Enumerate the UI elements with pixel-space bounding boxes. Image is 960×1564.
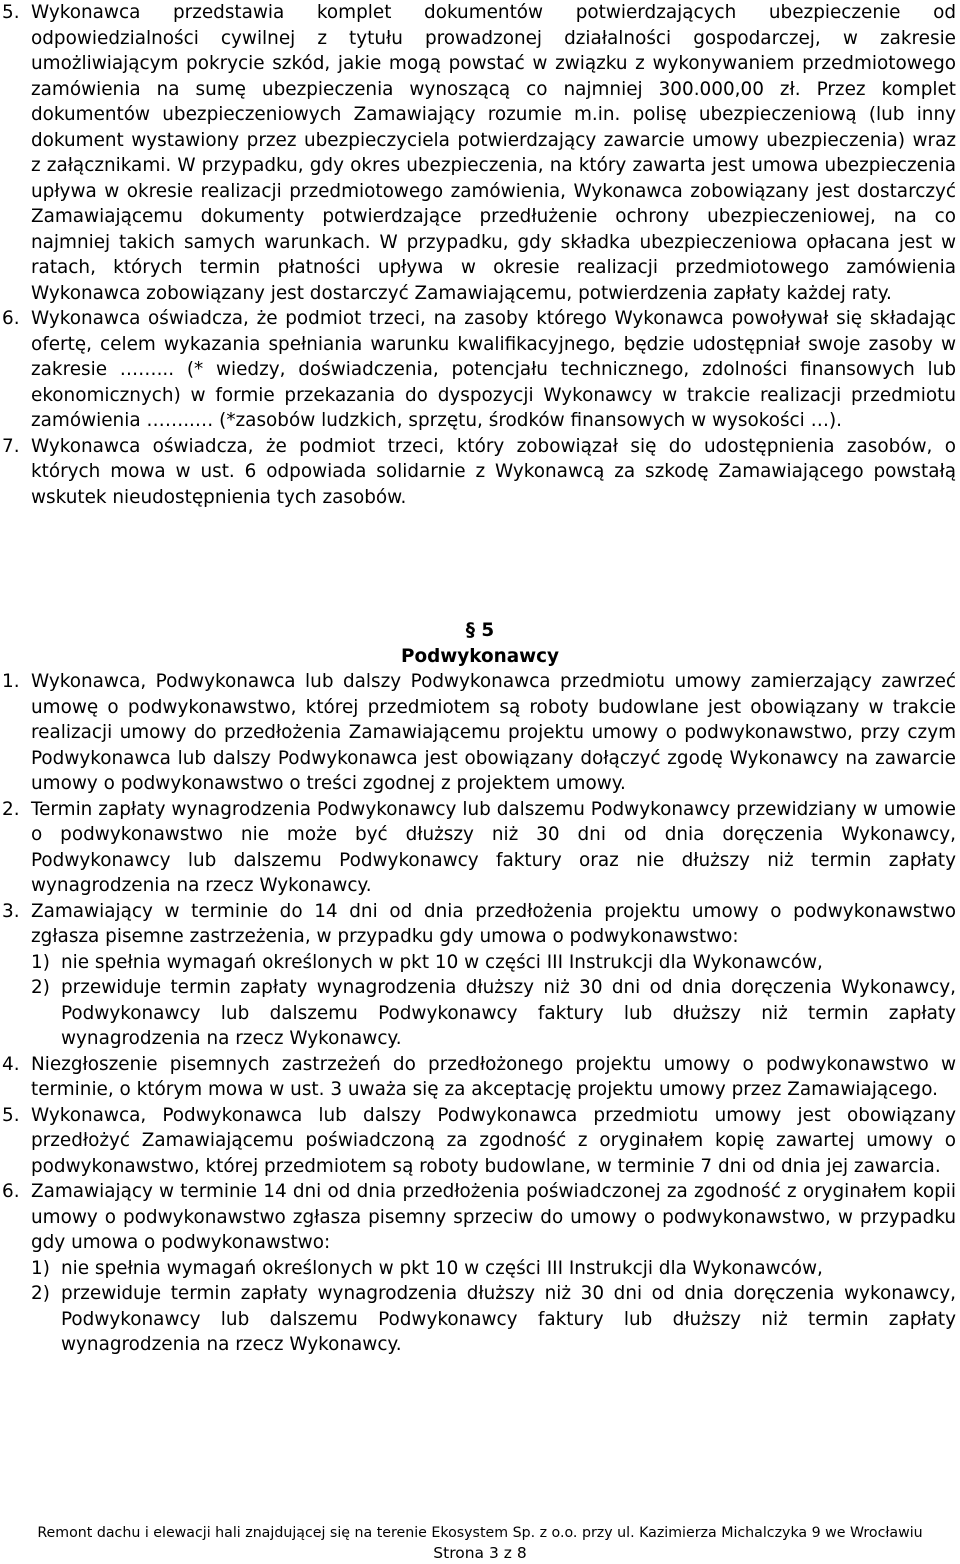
item-text: Wykonawca, Podwykonawca lub dalszy Podwykonawca przedmiotu umowy zamierzający zawrzeć umowę o podwykonawstwo, której przedmiotem są roboty budowlane jest obowiązany w trakcie realizacji umowy do przedłożenia Zamawiającemu projektu umowy o podwykonawstwo, przy czym Podwykonawca lub dalszy Podwykonawca jest obowiązany dołączyć zgodę Wykonawcy na zawarcie umowy o podwykonawstwo o treści zgodnej z projektem umowy. [31, 671, 956, 794]
paragraph-5-3 [0, 899, 960, 950]
item-text: Wykonawca, Podwykonawca lub dalszy Podwykonawca przedmiotu umowy jest obowiązany przedłożyć Zamawiającemu poświadczoną za zgodność z oryginałem kopię zawartej umowy o podwykonawstwo, której przedmiotem są roboty budowlane, w terminie 7 dni od dnia jej zawarcia. [31, 1104, 956, 1177]
item-text: Zamawiający w terminie 14 dni od dnia przedłożenia poświadczonej za zgodność z oryginałem kopii umowy o podwykonawstwo zgłasza pisemny sprzeciw do umowy o podwykonawstwo, w przypadku gdy umowa o podwykonawstwo: [31, 1181, 956, 1253]
paragraph-4-7 [0, 434, 960, 511]
paragraph-4-6 [0, 306, 960, 434]
item-text: Niezgłoszenie pisemnych zastrzeżeń do przedłożonego projektu umowy o podwykonawstwo w terminie, o którym mowa w ust. 3 uważa się za akceptację projektu umowy przez Zamawiającego. [31, 1053, 956, 1100]
subitem-text: przewiduje termin zapłaty wynagrodzenia dłuższy niż 30 dni od dnia doręczenia wykonawcy, Podwykonawcy lub dalszemu Podwykonawcy faktury lub dłuższy niż termin zapłaty wynagrodzenia na rzecz Wykonawcy. [61, 1283, 956, 1355]
page-number: Strona 3 z 8 [433, 1544, 527, 1562]
item-number: 1. [2, 671, 20, 692]
paragraph-5-6 [0, 1179, 960, 1256]
item-number: 6. [2, 308, 20, 329]
paragraph-5-2 [0, 797, 960, 899]
subitem-5-3-1 [0, 950, 960, 976]
paragraph-4-5 [0, 0, 960, 306]
item-text: Zamawiający w terminie do 14 dni od dnia przedłożenia projektu umowy o podwykonawstwo zgłasza pisemne zastrzeżenia, w przypadku gdy umowa o podwykonawstwo: [31, 900, 956, 947]
item-number: 5. [2, 2, 20, 23]
subitem-number: 1) [31, 1257, 50, 1279]
item-text: Termin zapłaty wynagrodzenia Podwykonawcy lub dalszemu Podwykonawcy przewidziany w umowie o podwykonawstwo nie może być dłuższy niż 30 dni od dnia doręczenia Wykonawcy, Podwykonawcy lub dalszemu Podwykonawcy faktury oraz nie dłuższy niż termin zapłaty wynagrodzenia na rzecz Wykonawcy. [31, 798, 956, 896]
section-symbol: § 5 [465, 620, 495, 641]
section-title: Podwykonawcy [400, 645, 559, 667]
subitem-5-3-2 [0, 975, 960, 1052]
footer-address: Remont dachu i elewacji hali znajdującej się na terenie Ekosystem Sp. z o.o. przy ul. Kazimierza Michalczyka 9 we Wrocławiu [37, 1525, 923, 1541]
item-number: 5. [2, 1104, 20, 1126]
subitem-text: przewiduje termin zapłaty wynagrodzenia dłuższy niż 30 dni od dnia doręczenia Wykonawcy, Podwykonawcy lub dalszemu Podwykonawcy faktury lub dłuższy niż termin zapłaty wynagrodzenia na rzecz Wykonawcy. [61, 977, 956, 1049]
item-number: 4. [2, 1053, 20, 1075]
item-text: Wykonawca przedstawia komplet dokumentów potwierdzających ubezpieczenie od odpowiedzialności cywilnej z tytułu prowadzonej działalności gospodarczej, w zakresie umożliwiającym pokrycie szkód, jakie mogą powstać w związku z wykonywaniem przedmiotowego zamówienia na sumę ubezpieczenia wynoszącą co najmniej 300.000,00 zł. Przez komplet dokumentów ubezpieczeniowych Zamawiający rozumie m.in. polisę ubezpieczeniową (lub inny dokument wystawiony przez ubezpieczyciela potwierdzający zawarcie umowy ubezpieczenia) wraz z załącznikami. W przypadku, gdy okres ubezpieczenia, na który zawarta jest umowa ubezpieczenia upływa w okresie realizacji przedmiotowego zamówienia, Wykonawca zobowiązany jest dostarczyć Zamawiającemu dokumenty potwierdzające przedłużenie ochrony ubezpieczeniowej, na co najmniej takich samych warunkach. W przypadku, gdy składka ubezpieczeniowa opłacana jest w ratach, których termin płatności upływa w okresie realizacji przedmiotowego zamówienia Wykonawca zobowiązany jest dostarczyć Zamawiającemu, potwierdzenia zapłaty każdej raty. [31, 2, 956, 304]
subitem-text: nie spełnia wymagań określonych w pkt 10 w części III Instrukcji dla Wykonawców, [61, 951, 823, 973]
item-text: Wykonawca oświadcza, że podmiot trzeci, na zasoby którego Wykonawca powoływał się składając ofertę, celem wykazania spełniania warunku kwalifikacyjnego, będzie udostępniał swoje zasoby w zakresie ……... (* wiedzy, doświadczenia, potencjału technicznego, zdolności finansowych lub ekonomicznych) w formie przekazania do dyspozycji Wykonawcy w trakcie realizacji przedmiotu zamówienia ……..… (*zasobów ludzkich, sprzętu, środków finansowych w wysokości …). [31, 308, 956, 431]
subitem-text: nie spełnia wymagań określonych w pkt 10 w części III Instrukcji dla Wykonawców, [61, 1257, 823, 1279]
paragraph-5-4 [0, 1052, 960, 1103]
item-number: 2. [2, 798, 20, 820]
subitem-5-6-2 [0, 1281, 960, 1358]
subitem-number: 1) [31, 951, 50, 973]
paragraph-5-5 [0, 1103, 960, 1180]
subitem-number: 2) [31, 977, 50, 998]
item-text: Wykonawca oświadcza, że podmiot trzeci, który zobowiązał się do udostępnienia zasobów, o których mowa w ust. 6 odpowiada solidarnie z Wykonawcą za szkodę Zamawiającego powstałą wskutek nieudostępnienia tych zasobów. [31, 435, 956, 508]
item-number: 3. [2, 900, 20, 922]
section-5 [0, 618, 960, 1358]
item-number: 6. [2, 1181, 20, 1202]
subitem-5-6-1 [0, 1256, 960, 1282]
section-4-continuation [0, 0, 960, 510]
item-number: 7. [2, 435, 20, 457]
subitem-number: 2) [31, 1283, 50, 1304]
paragraph-5-1 [0, 669, 960, 797]
